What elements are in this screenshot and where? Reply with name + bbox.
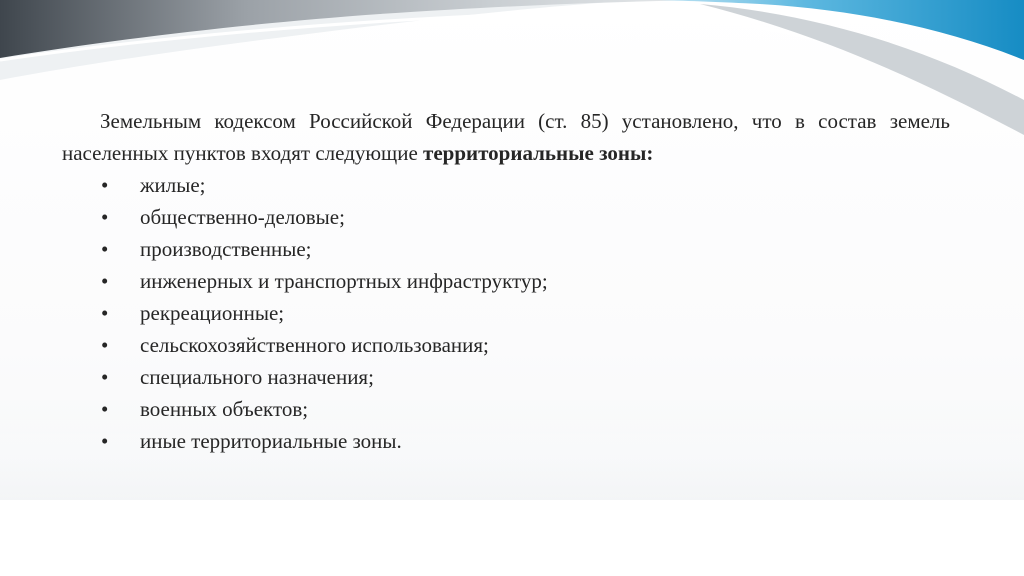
bullet: • (101, 205, 109, 229)
list-item-text: военных объектов; (140, 397, 309, 421)
list-item-text: сельскохозяйственного использования; (140, 333, 489, 357)
bullet: • (101, 333, 109, 357)
list-item (62, 265, 950, 297)
bottom-white (0, 500, 1024, 576)
intro-bold-term: территориальные зоны: (423, 141, 654, 165)
bullet: • (101, 397, 109, 421)
slide-content (62, 105, 950, 457)
bullet: • (101, 269, 109, 293)
list-item (62, 361, 950, 393)
list-item-text: общественно-деловые; (140, 205, 345, 229)
intro-paragraph (62, 105, 950, 169)
bullet: • (101, 301, 109, 325)
list-item (62, 329, 950, 361)
list-item-text: специального назначения; (140, 365, 374, 389)
list-item (62, 169, 950, 201)
list-item (62, 393, 950, 425)
list-item-text: иные территориальные зоны. (140, 429, 402, 453)
list-item (62, 233, 950, 265)
list-item-text: рекреационные; (140, 301, 285, 325)
intro-text: Земельным кодексом Российской Федерации (ст. 85) установлено, что в состав земель населенных пунктов входят следующие (62, 109, 950, 165)
bullet: • (101, 237, 109, 261)
list-item (62, 425, 950, 457)
list-item (62, 201, 950, 233)
zones-list (62, 169, 950, 457)
list-item-text: жилые; (140, 173, 206, 197)
bullet: • (101, 173, 109, 197)
list-item-text: инженерных и транспортных инфраструктур; (140, 269, 548, 293)
list-item-text: производственные; (140, 237, 312, 261)
bullet: • (101, 429, 109, 453)
list-item (62, 297, 950, 329)
bullet: • (101, 365, 109, 389)
